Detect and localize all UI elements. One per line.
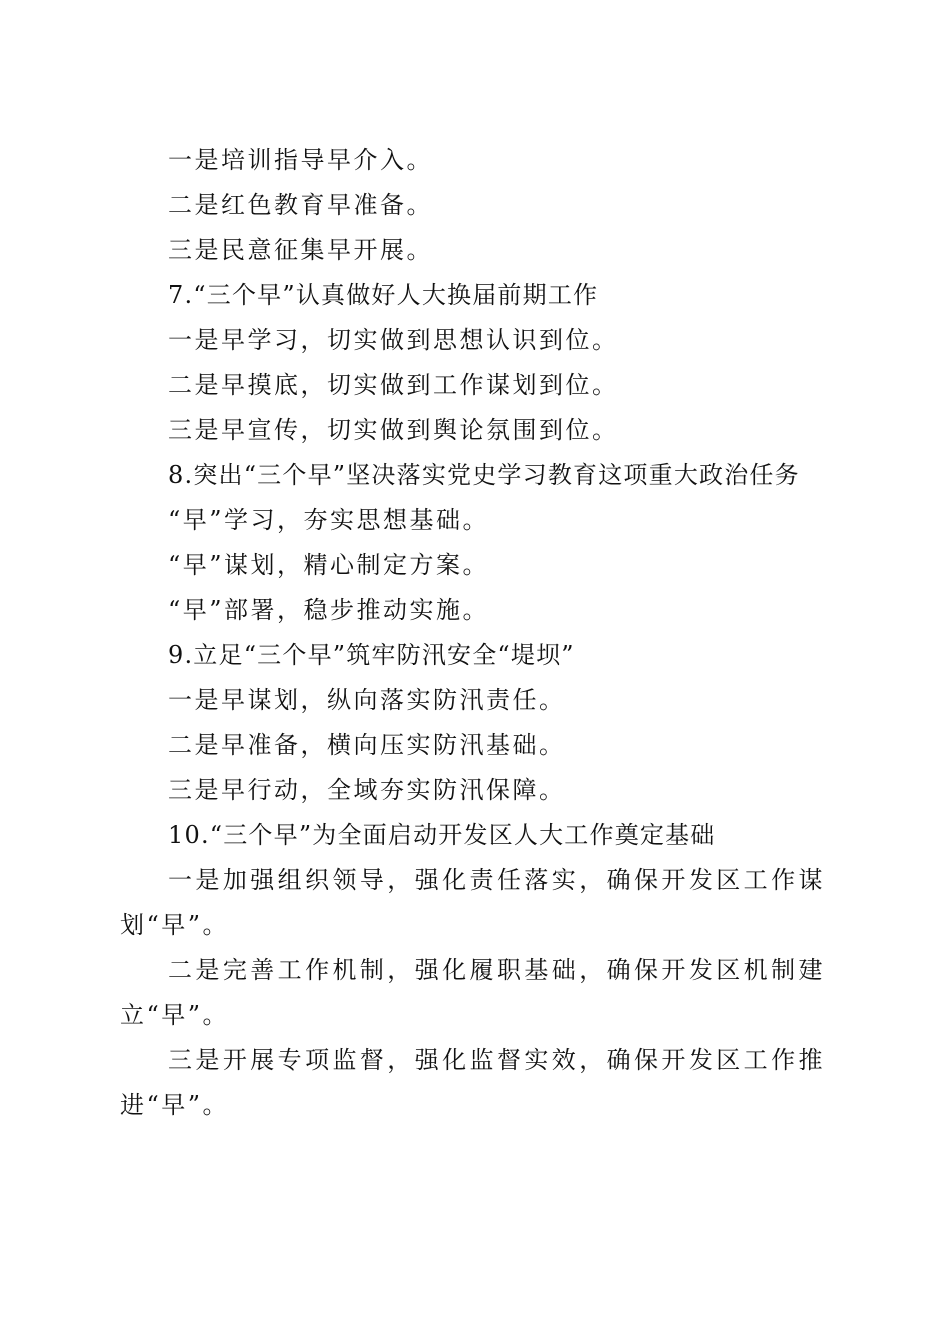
paragraph: 二是早准备，横向压实防汛基础。 <box>168 731 566 759</box>
paragraph: 一是早谋划，纵向落实防汛责任。 <box>168 686 566 714</box>
paragraph: 三是民意征集早开展。 <box>168 236 433 264</box>
paragraph: 二是完善工作机制，强化履职基础，确保开发区机制建立“早”。 <box>120 956 825 1029</box>
paragraph: 三是早宣传，切实做到舆论氛围到位。 <box>168 416 619 444</box>
section-heading-7: 7.“三个早”认真做好人大换届前期工作 <box>168 281 599 309</box>
paragraph: 一是加强组织领导，强化责任落实，确保开发区工作谋划“早”。 <box>120 866 825 939</box>
paragraph: 一是培训指导早介入。 <box>168 146 433 174</box>
section-heading-9: 9.立足“三个早”筑牢防汛安全“堤坝” <box>168 641 575 669</box>
paragraph: 二是早摸底，切实做到工作谋划到位。 <box>168 371 619 399</box>
paragraph: 一是早学习，切实做到思想认识到位。 <box>168 326 619 354</box>
paragraph: “早”部署，稳步推动实施。 <box>168 596 490 624</box>
paragraph: 三是早行动，全域夯实防汛保障。 <box>168 776 566 804</box>
paragraph: 二是红色教育早准备。 <box>168 191 433 219</box>
paragraph: “早”学习，夯实思想基础。 <box>168 506 490 534</box>
section-heading-8: 8.突出“三个早”坚决落实党史学习教育这项重大政治任务 <box>168 461 800 489</box>
document-body <box>120 138 825 1128</box>
paragraph: 三是开展专项监督，强化监督实效，确保开发区工作推进“早”。 <box>120 1046 825 1119</box>
paragraph: “早”谋划，精心制定方案。 <box>168 551 490 579</box>
section-heading-10: 10.“三个早”为全面启动开发区人大工作奠定基础 <box>168 821 716 849</box>
